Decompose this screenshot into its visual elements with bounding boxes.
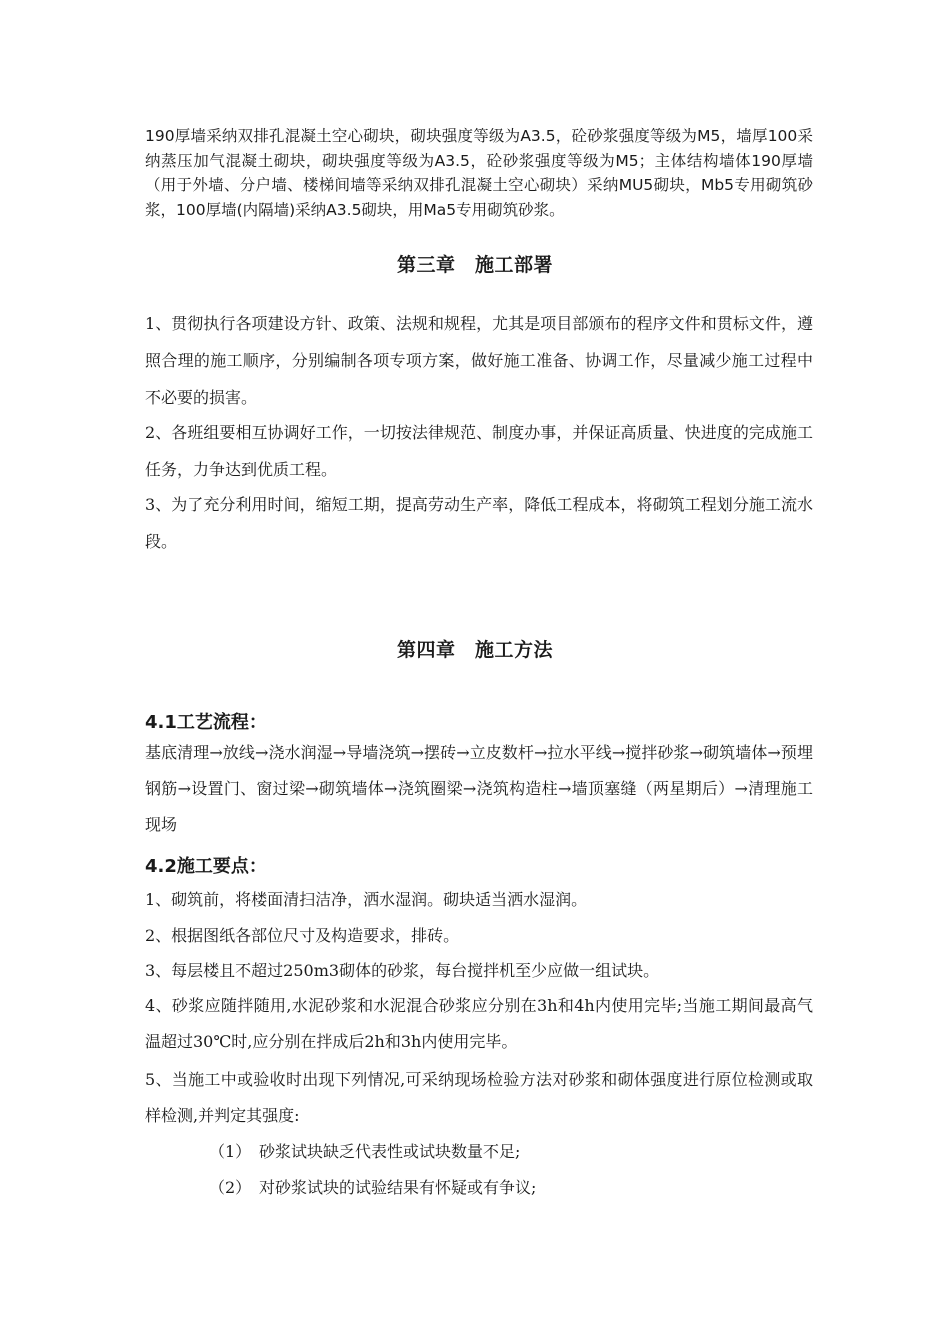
chapter-3-item-2: 2、各班组要相互协调好工作，一切按法律规范、制度办事，并保证高质量、快进度的完成施工任务，力争达到优质工程。 [145, 423, 813, 479]
process-flow-text: 基底清理→放线→浇水润湿→导墙浇筑→摆砖→立皮数杆→拉水平线→搅拌砂浆→砌筑墙体→预埋钢筋→设置门、窗过梁→砌筑墙体→浇筑圈梁→浇筑构造柱→墙顶塞缝（两星期后）→清理施工现场 [145, 743, 813, 834]
chapter-3-item-1: 1、贯彻执行各项建设方针、政策、法规和规程，尤其是项目部颁布的程序文件和贯标文件，遵照合理的施工顺序，分别编制各项专项方案，做好施工准备、协调工作，尽量减少施工过程中不必要的损害。 [145, 314, 813, 407]
section-4-2-heading: 4.2施工要点： [145, 856, 267, 877]
sub-point-2 [209, 1176, 536, 1200]
sub-point-1 [209, 1140, 520, 1164]
sub-point-text: 砂浆试块缺乏代表性或试块数量不足; [259, 1142, 521, 1161]
sub-point-number: （1） [209, 1142, 252, 1161]
intro-paragraph: 190厚墙采纳双排孔混凝土空心砌块，砌块强度等级为A3.5，砼砂浆强度等级为M5，墙厚100采纳蒸压加气混凝土砌块，砌块强度等级为A3.5，砼砂浆强度等级为M5；主体结构墙体190厚墙（用于外墙、分户墙、楼梯间墙等采纳双排孔混凝土空心砌块）采纳MU5砌块，Mb5专用砌筑砂浆，100厚墙(内隔墙)采纳A3.5砌块，用Ma5专用砌筑砂浆。 [145, 127, 813, 219]
key-point-2: 2、根据图纸各部位尺寸及构造要求，排砖。 [145, 926, 460, 945]
section-4-1-heading: 4.1工艺流程： [145, 712, 267, 733]
chapter-3-item-3: 3、为了充分利用时间，缩短工期，提高劳动生产率，降低工程成本，将砌筑工程划分施工流水段。 [145, 495, 813, 551]
key-point-4: 4、砂浆应随拌随用,水泥砂浆和水泥混合砂浆应分别在3h和4h内使用完毕;当施工期间最高气温超过30℃时,应分别在拌成后2h和3h内使用完毕。 [145, 996, 813, 1051]
chapter-3-title: 第三章 施工部署 [396, 254, 553, 276]
chapter-4-title: 第四章 施工方法 [396, 639, 553, 661]
sub-point-text: 对砂浆试块的试验结果有怀疑或有争议; [259, 1178, 537, 1197]
key-point-1: 1、砌筑前，将楼面清扫洁净，洒水湿润。砌块适当洒水湿润。 [145, 890, 588, 909]
key-point-3: 3、每层楼且不超过250m3砌体的砂浆，每台搅拌机至少应做一组试块。 [145, 961, 660, 980]
sub-point-number: （2） [209, 1178, 252, 1197]
key-point-5: 5、当施工中或验收时出现下列情况,可采纳现场检验方法对砂浆和砌体强度进行原位检测或取样检测,并判定其强度: [145, 1070, 813, 1125]
